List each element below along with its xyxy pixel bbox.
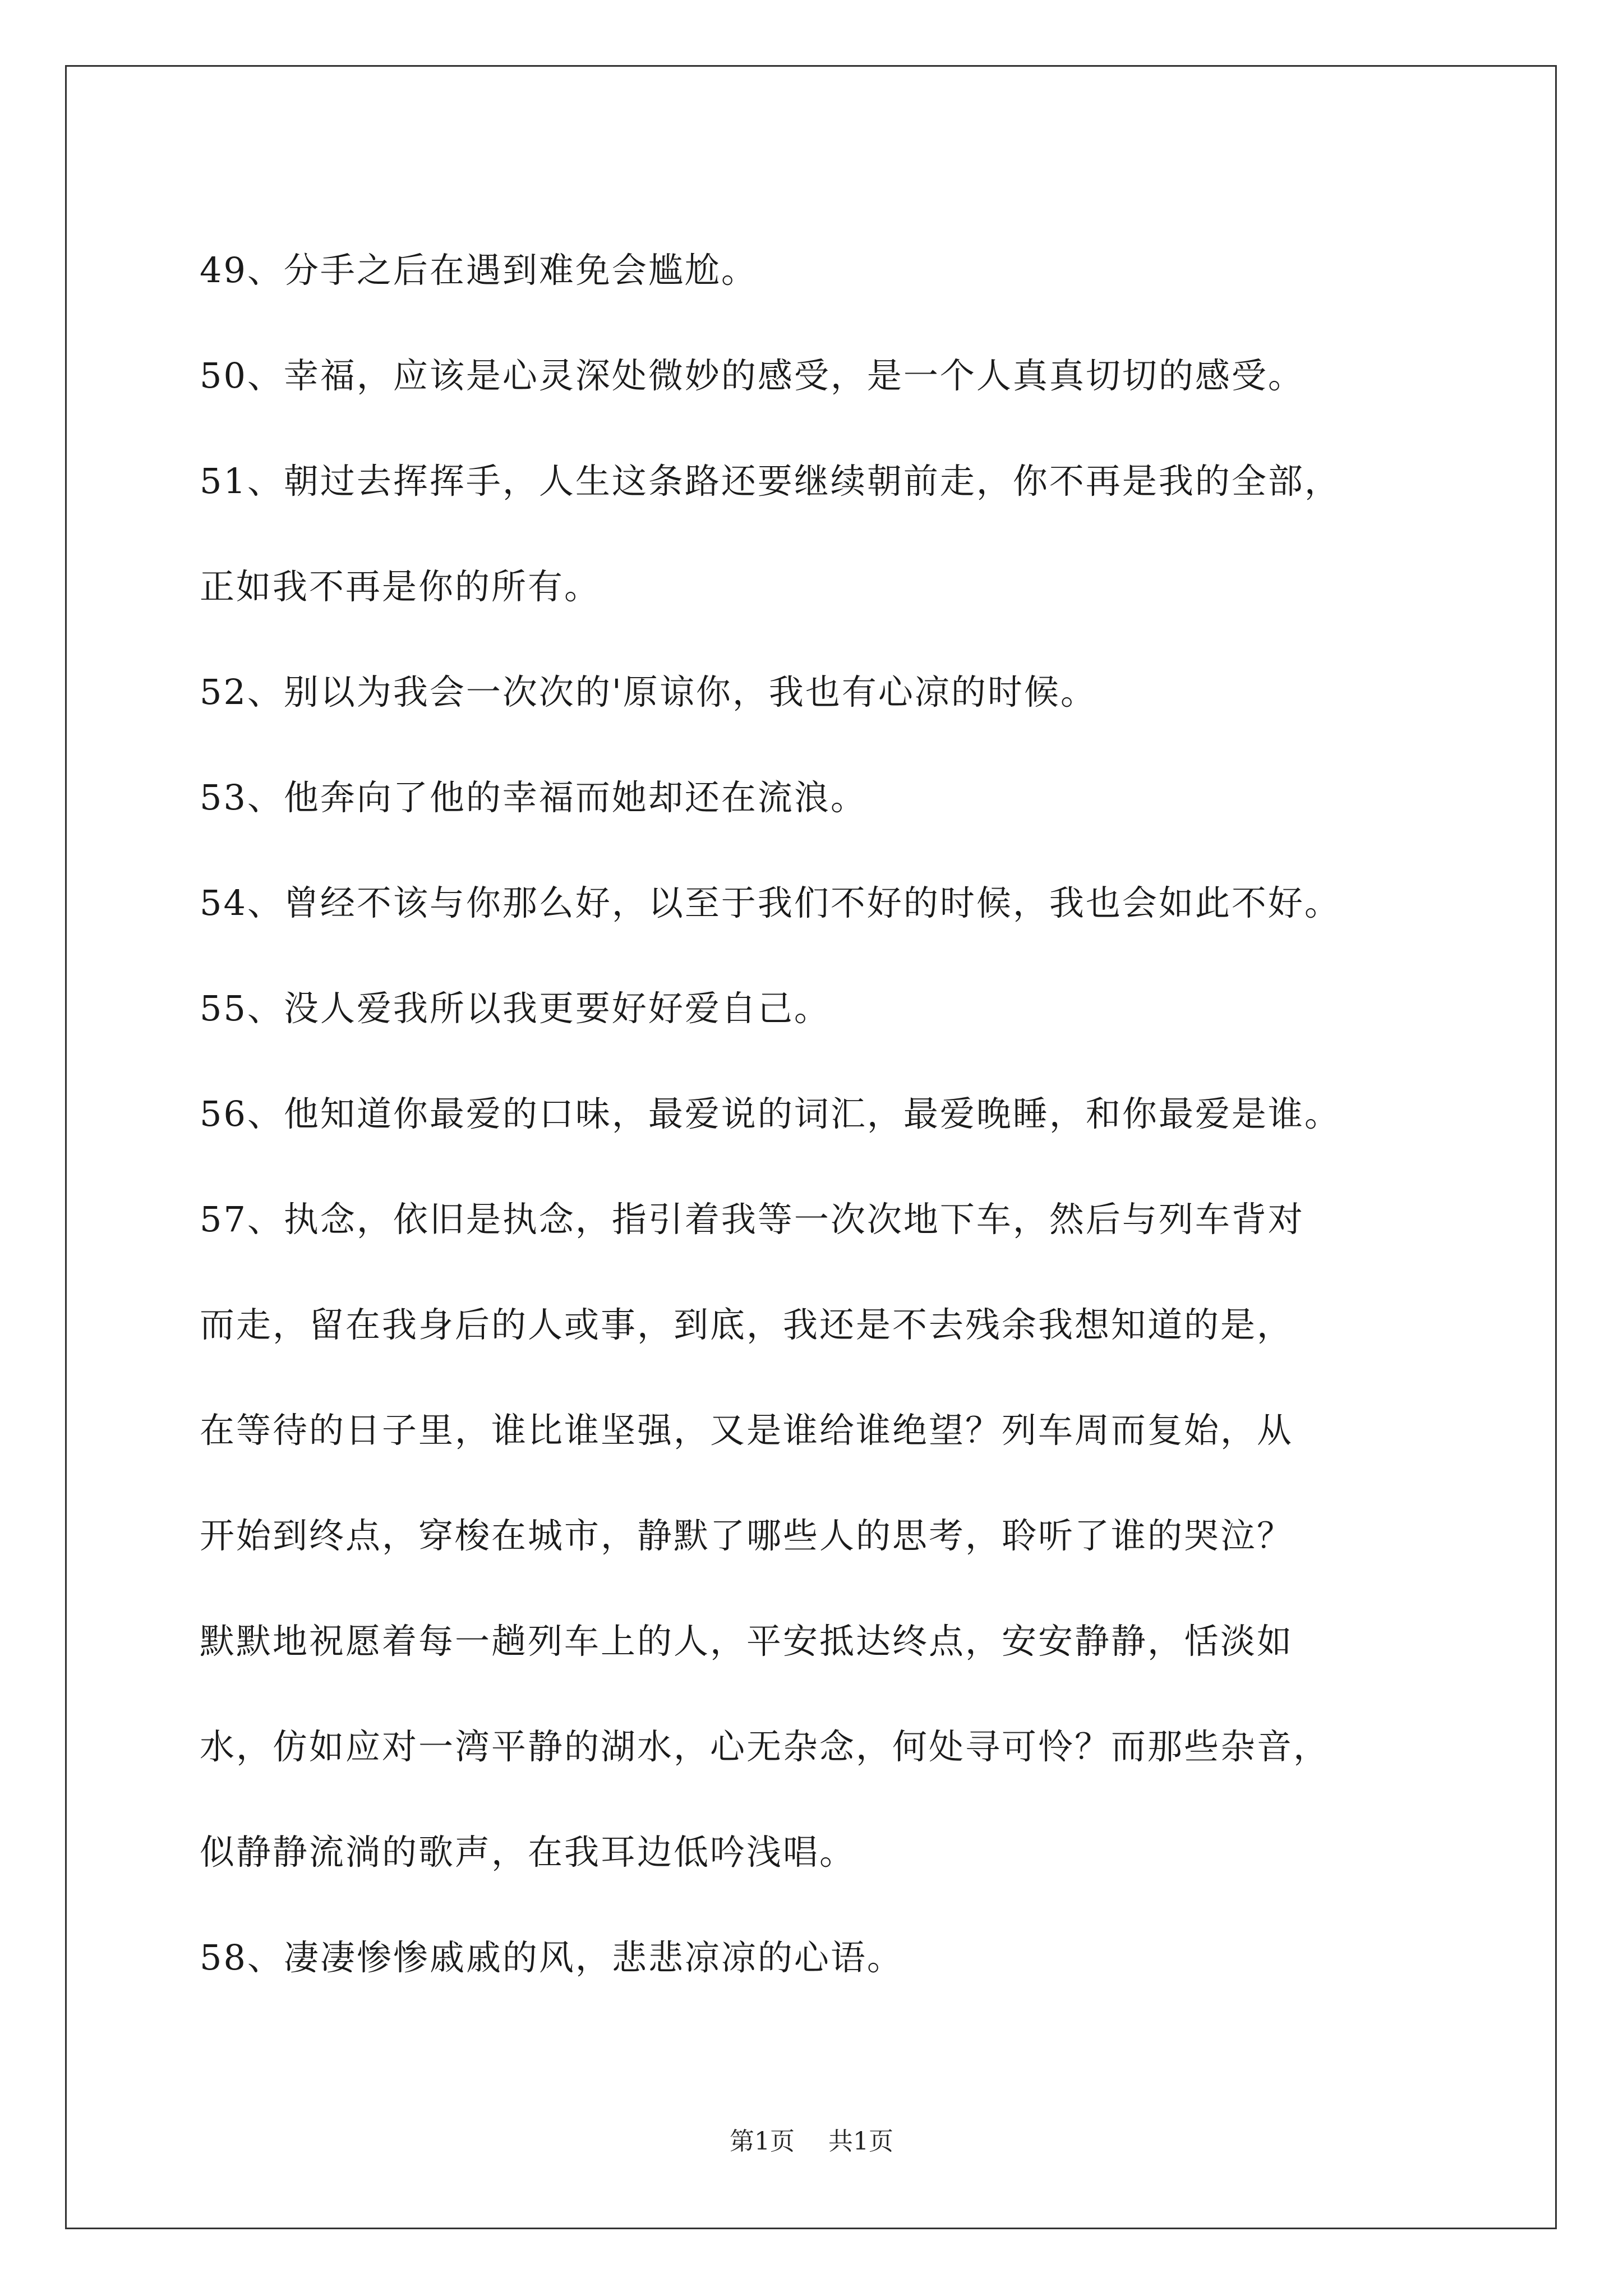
paragraph-line: 正如我不再是你的所有。: [200, 566, 601, 607]
paragraph-line: 49、分手之后在遇到难免会尴尬。: [200, 250, 758, 291]
paragraph-line: 在等待的日子里，谁比谁坚强，又是谁给谁绝望？列车周而复始，从: [200, 1410, 1294, 1451]
paragraph-line: 57、执念，依旧是执念，指引着我等一次次地下车，然后与列车背对: [200, 1199, 1304, 1240]
paragraph-line: 54、曾经不该与你那么好，以至于我们不好的时候，我也会如此不好。: [200, 882, 1341, 923]
paragraph-line: 51、朝过去挥挥手，人生这条路还要继续朝前走，你不再是我的全部，: [200, 461, 1341, 501]
page-footer: [0, 2125, 1623, 2159]
paragraph-53: [200, 745, 1445, 850]
paragraph-line: 56、他知道你最爱的口味，最爱说的词汇，最爱晚睡，和你最爱是谁。: [200, 1093, 1341, 1134]
document-body: [200, 218, 1445, 2010]
paragraph-49: [200, 218, 1445, 323]
paragraph-line: 默默地祝愿着每一趟列车上的人，平安抵达终点，安安静静，恬淡如: [200, 1621, 1294, 1662]
paragraph-line: 58、凄凄惨惨戚戚的风，悲悲凉凉的心语。: [200, 1937, 903, 1978]
paragraph-56: [200, 1061, 1445, 1167]
paragraph-line: 55、没人爱我所以我更要好好爱自己。: [200, 988, 831, 1029]
paragraph-57: [200, 1167, 1445, 1905]
paragraph-54: [200, 850, 1445, 956]
paragraph-line: 50、幸福，应该是心灵深处微妙的感受，是一个人真真切切的感受。: [200, 355, 1304, 396]
page-number-total: 共1页: [828, 2127, 893, 2156]
paragraph-line: 53、他奔向了他的幸福而她却还在流浪。: [200, 777, 867, 818]
paragraph-line: 似静静流淌的歌声，在我耳边低吟浅唱。: [200, 1832, 856, 1872]
paragraph-line: 而走，留在我身后的人或事，到底，我还是不去残余我想知道的是，: [200, 1304, 1294, 1345]
paragraph-line: 开始到终点，穿梭在城市，静默了哪些人的思考，聆听了谁的哭泣？: [200, 1515, 1294, 1556]
paragraph-55: [200, 956, 1445, 1061]
paragraph-51: [200, 429, 1445, 639]
paragraph-line: 水，仿如应对一湾平静的湖水，心无杂念，何处寻可怜？而那些杂音，: [200, 1726, 1330, 1767]
paragraph-50: [200, 323, 1445, 429]
paragraph-line: 52、别以为我会一次次的'原谅你，我也有心凉的时候。: [200, 671, 1097, 712]
page-number-current: 第1页: [730, 2127, 795, 2156]
paragraph-58: [200, 1905, 1445, 2010]
paragraph-52: [200, 639, 1445, 745]
